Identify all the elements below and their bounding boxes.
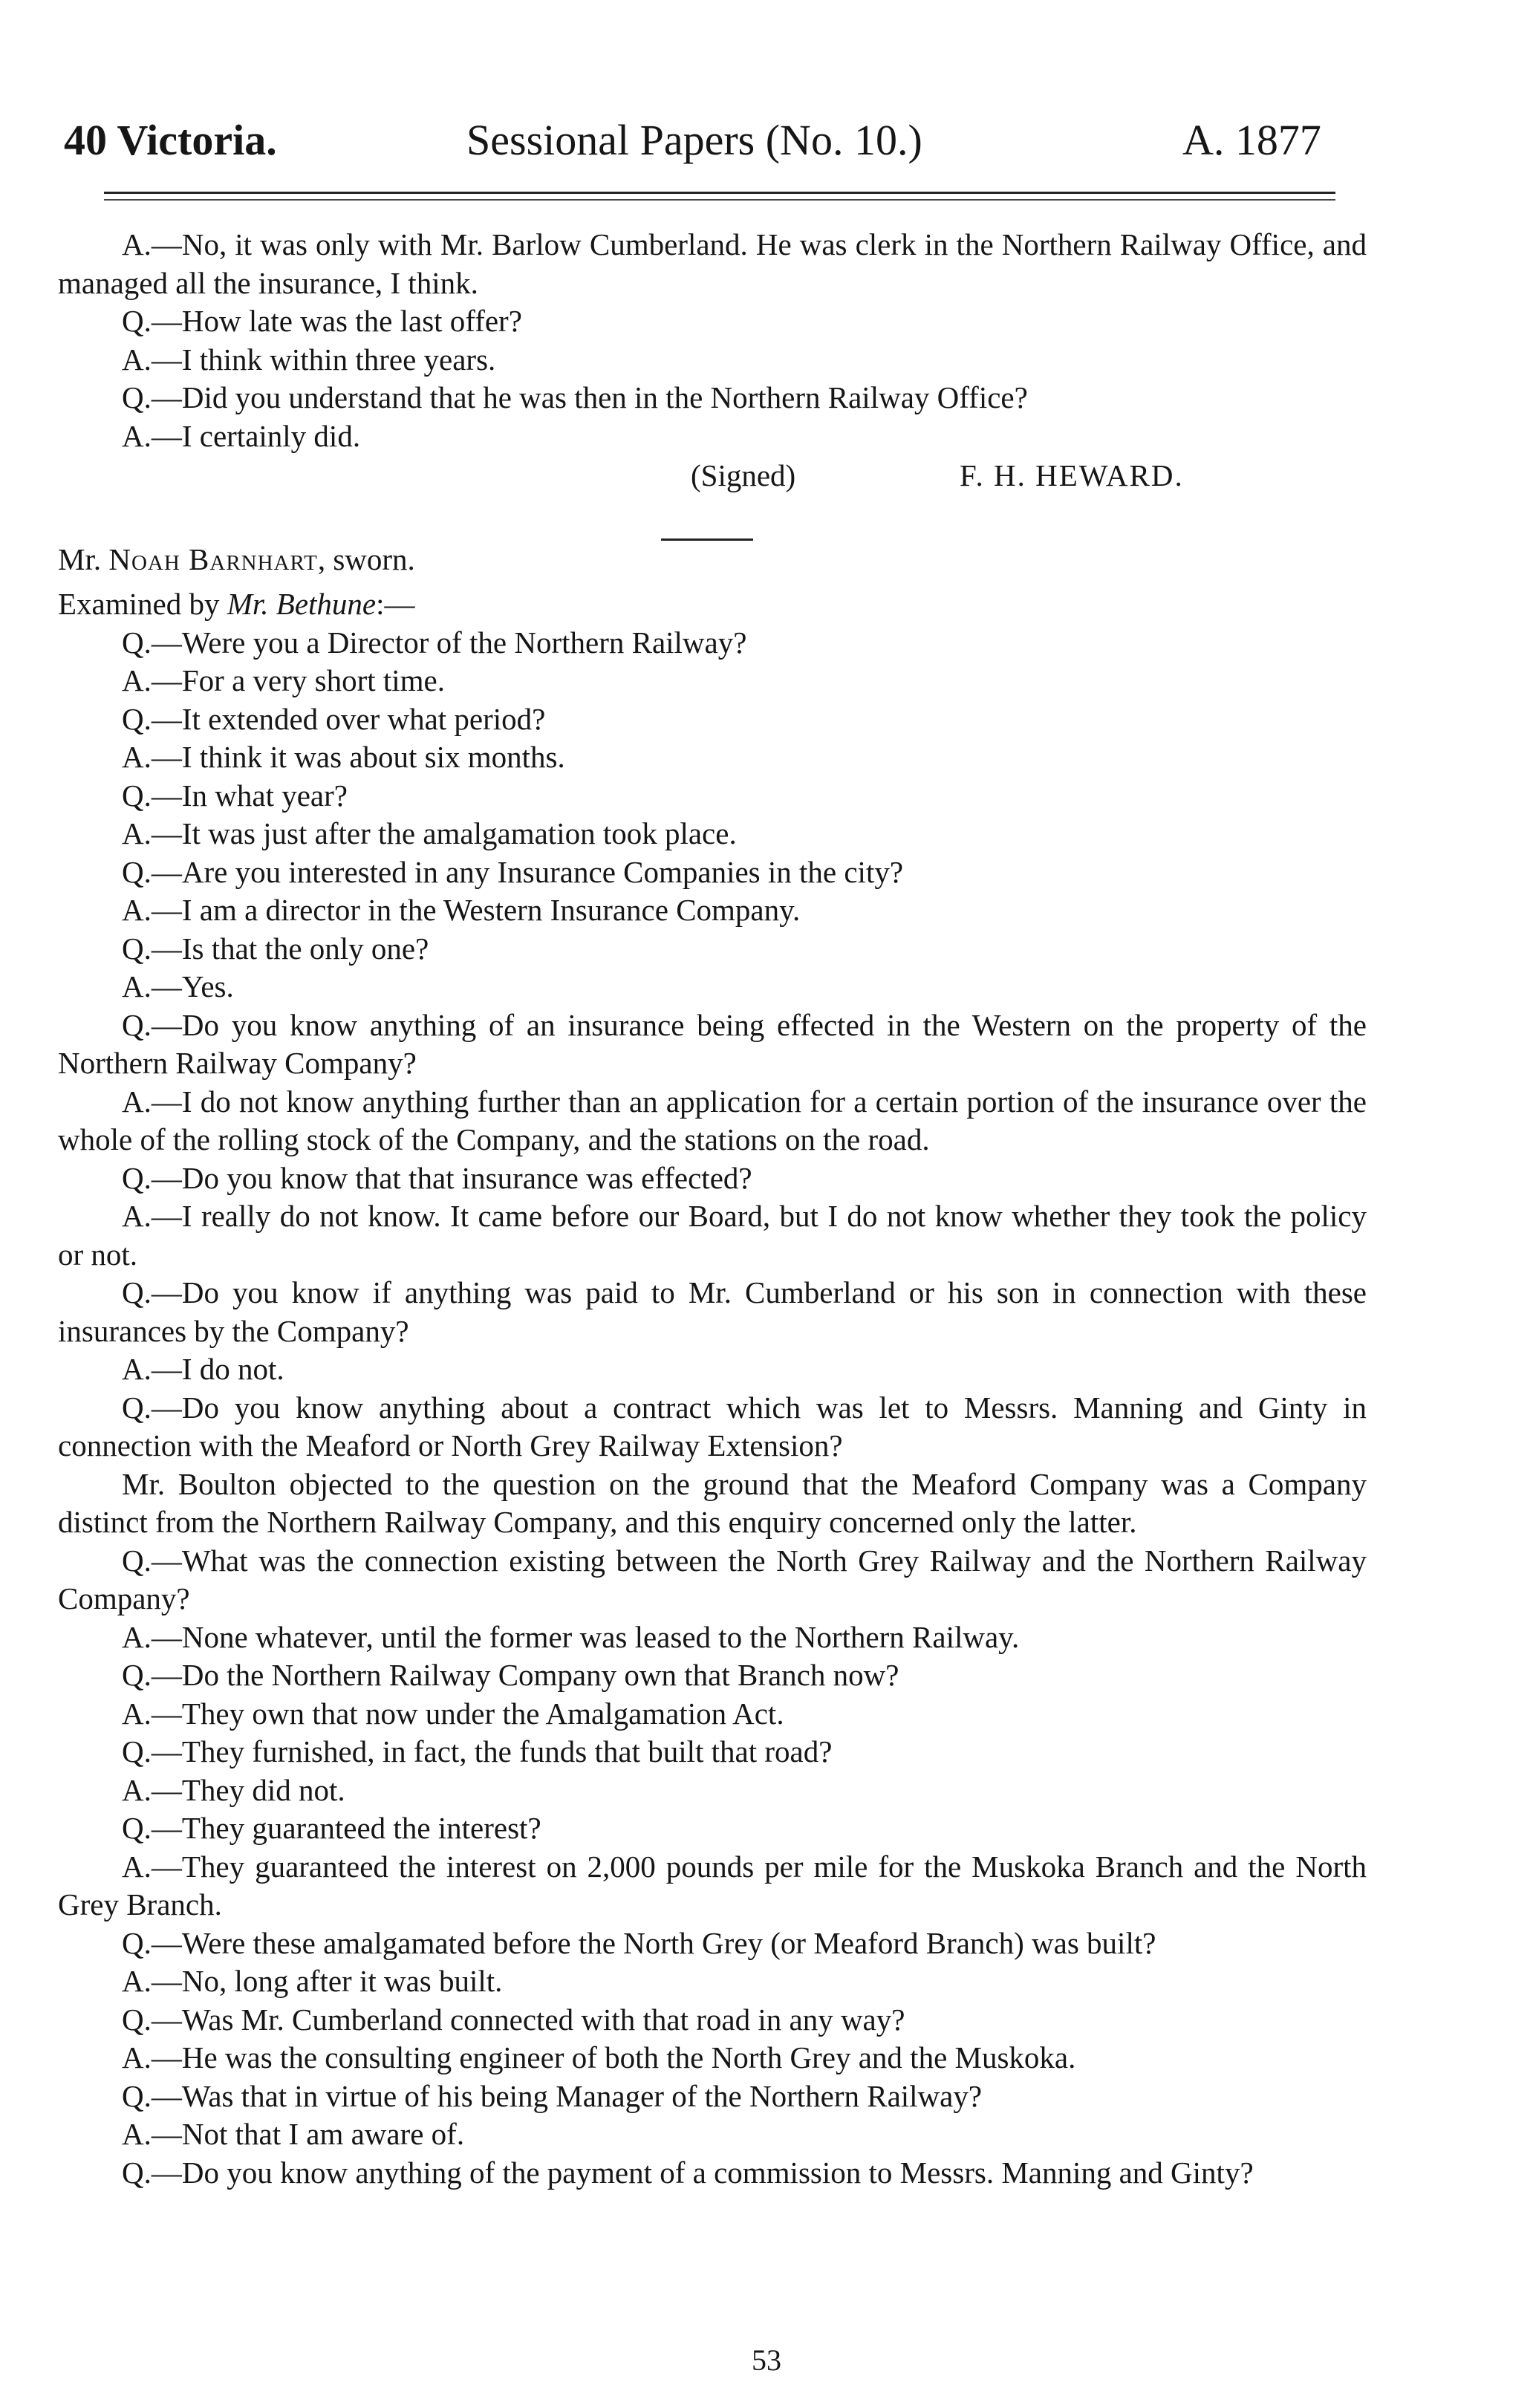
examined-by-line — [58, 585, 1367, 624]
paragraph: Mr. Boulton objected to the question on the ground that the Meaford Company was a Company distinct from the Northern Railway Company, and this enquiry concerned only the latter. — [58, 1466, 1367, 1539]
paragraph: A.—They did not. — [122, 1772, 345, 1807]
header-session: 40 Victoria. — [64, 116, 277, 164]
paragraph: A.—No, long after it was built. — [122, 1964, 503, 1998]
paragraph: A.—They own that now under the Amalgamation Act. — [122, 1696, 784, 1731]
paragraph: A.—I am a director in the Western Insurance Company. — [122, 893, 801, 927]
paragraph: A.—No, it was only with Mr. Barlow Cumberland. He was clerk in the Northern Railway Office, and managed all the insurance, I think. — [58, 227, 1367, 300]
paragraph: Q.—How late was the last offer? — [122, 304, 522, 338]
paragraph: Q.—They guaranteed the interest? — [122, 1811, 541, 1845]
paragraph: Q.—Was Mr. Cumberland connected with that road in any way? — [122, 2002, 905, 2037]
paragraph: Q.—Are you interested in any Insurance Companies in the city? — [122, 854, 904, 889]
examined-text: Examined by — [58, 587, 227, 621]
paragraph: A.—I do not. — [122, 1352, 284, 1386]
paragraph: A.—I think within three years. — [122, 342, 496, 377]
header-year: A. 1877 — [1182, 116, 1321, 164]
header-rule-thin — [104, 199, 1335, 201]
witness-heading — [58, 541, 1367, 585]
paragraph: Q.—They furnished, in fact, the funds that built that road? — [122, 1734, 833, 1768]
signature-line — [58, 455, 1367, 504]
paragraph: Q.—In what year? — [122, 778, 348, 813]
paragraph: A.—I think it was about six months. — [122, 740, 565, 774]
paragraph: Q.—What was the connection existing between the North Grey Railway and the Northern Railway Company? — [58, 1543, 1367, 1615]
paragraph: A.—Not that I am aware of. — [122, 2117, 465, 2151]
witness-name: Noah Barnhart — [108, 542, 318, 576]
paragraph: Q.—Were these amalgamated before the North Grey (or Meaford Branch) was built? — [122, 1925, 1156, 1960]
header-title: Sessional Papers (No. 10.) — [466, 116, 922, 164]
examiner-name: Mr. Bethune — [227, 587, 377, 621]
paragraph: Q.—Was that in virtue of his being Manager of the Northern Railway? — [122, 2078, 983, 2113]
paragraph: A.—Yes. — [122, 969, 234, 1003]
paragraph: Q.—Do you know if anything was paid to Mr. Cumberland or his son in connection with these insurances by the Company? — [58, 1275, 1367, 1348]
body-text — [58, 226, 1367, 2192]
paragraph: A.—It was just after the amalgamation took place. — [122, 816, 737, 850]
page-number: 53 — [752, 2343, 781, 2377]
signature-name: F. H. HEWARD. — [960, 458, 1184, 492]
paragraph: Q.—Do you know anything of the payment of a commission to Messrs. Manning and Ginty? — [122, 2155, 1254, 2190]
paragraph: A.—None whatever, until the former was leased to the Northern Railway. — [122, 1619, 1020, 1654]
paragraph: A.—I do not know anything further than an application for a certain portion of the insurance over the whole of the rolling stock of the Company, and the stations on the road. — [58, 1084, 1367, 1156]
paragraph: A.—They guaranteed the interest on 2,000 pounds per mile for the Muskoka Branch and the North Grey Branch. — [58, 1849, 1367, 1921]
paragraph: Q.—Do the Northern Railway Company own that Branch now? — [122, 1658, 899, 1692]
witness-prefix: Mr. — [58, 542, 102, 576]
witness-suffix: , sworn. — [317, 542, 415, 576]
paragraph: A.—For a very short time. — [122, 663, 445, 697]
paragraph: Q.—Do you know that that insurance was effected? — [122, 1160, 752, 1195]
paragraph: A.—He was the consulting engineer of both the North Grey and the Muskoka. — [122, 2040, 1076, 2075]
paragraph: A.—I certainly did. — [122, 418, 361, 453]
paragraph: Q.—It extended over what period? — [122, 701, 546, 736]
header-rule — [104, 192, 1335, 194]
paragraph: Q.—Is that the only one? — [122, 931, 429, 966]
paragraph: Q.—Do you know anything about a contract which was let to Messrs. Manning and Ginty in connection with the Meaford or North Grey Railway Extension? — [58, 1390, 1367, 1462]
signature-label: (Signed) — [691, 458, 796, 492]
examined-suffix: :— — [376, 587, 415, 621]
paragraph: Q.—Were you a Director of the Northern Railway? — [122, 625, 747, 660]
paragraph: Q.—Do you know anything of an insurance being effected in the Western on the property of the Northern Railway Company? — [58, 1007, 1367, 1080]
paragraph: Q.—Did you understand that he was then in the Northern Railway Office? — [122, 380, 1028, 414]
paragraph: A.—I really do not know. It came before our Board, but I do not know whether they took the policy or not. — [58, 1199, 1367, 1272]
